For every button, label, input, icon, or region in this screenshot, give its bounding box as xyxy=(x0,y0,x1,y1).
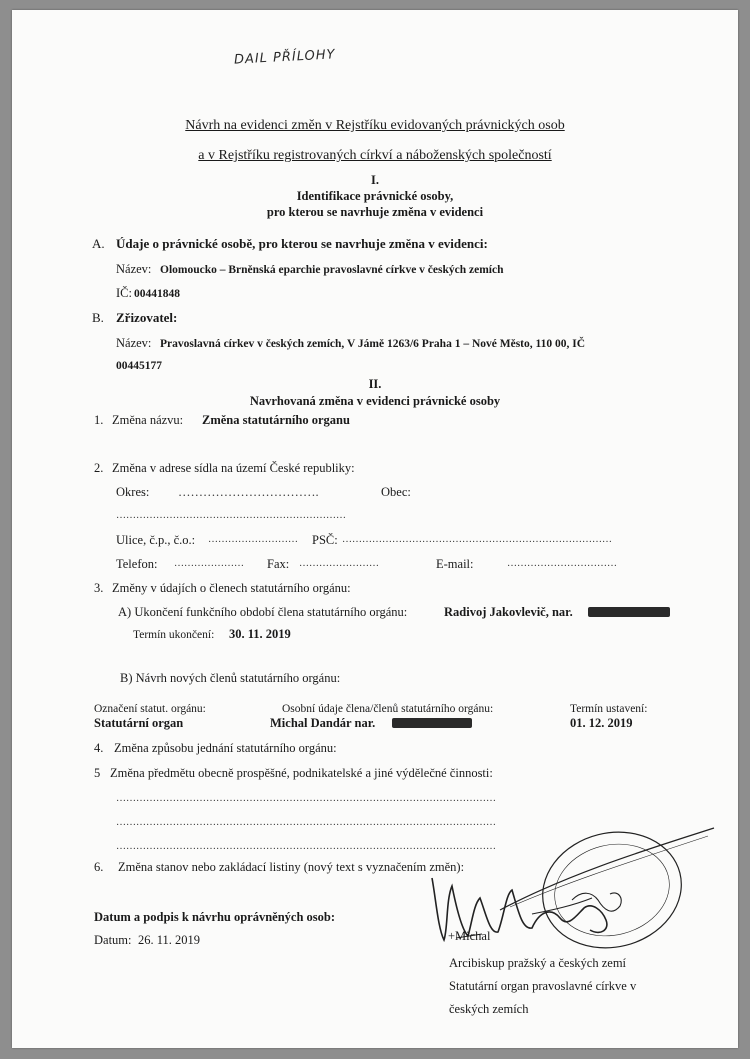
termin-ukonceni-value: 30. 11. 2019 xyxy=(229,627,291,641)
signer-name: +Michal xyxy=(448,929,491,943)
date-label: Datum: xyxy=(94,933,132,947)
signer-line2: Statutární organ pravoslavné církve v xyxy=(449,979,637,993)
item3-label: Změny v údajích o členech statutárního orgánu: xyxy=(112,581,351,595)
telefon-dots: ………………… xyxy=(174,558,244,569)
email-label: E-mail: xyxy=(436,557,474,571)
col3-header: Termín ustavení: xyxy=(570,703,648,715)
partA-name-label: Název: xyxy=(116,262,152,276)
item3-b-label: B) Návrh nových členů statutárního orgánu: xyxy=(120,671,341,685)
item1-value: Změna statutárního organu xyxy=(202,413,350,427)
okres-label: Okres: xyxy=(116,485,150,499)
col1-value: Statutární organ xyxy=(94,716,184,730)
item5-dots-line2: …………………………………………………………………………………………………… xyxy=(116,817,496,828)
item5-dots-line3: …………………………………………………………………………………………………… xyxy=(116,841,496,852)
psc-label: PSČ: xyxy=(312,533,338,547)
section1-number: I. xyxy=(371,173,379,187)
document-title-line1: Návrh na evidenci změn v Rejstříku evidovaných právnických osob xyxy=(185,118,565,133)
partA-ic-value: 00441848 xyxy=(134,288,180,300)
signer-line1: Arcibiskup pražský a českých zemí xyxy=(449,956,627,970)
item4-number: 4. xyxy=(94,741,104,755)
termin-ukonceni-label: Termín ukončení: xyxy=(133,629,215,641)
partA-letter: A. xyxy=(92,236,105,251)
handwritten-note: DAIL PŘÍLOHY xyxy=(233,47,336,68)
section1-heading2: pro kterou se navrhuje změna v evidenci xyxy=(266,205,484,219)
item4-label: Změna způsobu jednání statutárního orgánu: xyxy=(114,741,337,755)
signer-line3: českých zemích xyxy=(449,1002,529,1016)
partA-heading: Údaje o právnické osobě, pro kterou se navrhuje změna v evidenci: xyxy=(116,236,488,251)
item3-a-value: Radivoj Jakovlevič, nar. xyxy=(444,605,573,619)
ulice-label: Ulice, č.p., č.o.: xyxy=(116,533,196,547)
partA-ic-label: IČ: xyxy=(116,286,132,300)
fax-label: Fax: xyxy=(267,557,290,571)
item1-label: Změna názvu: xyxy=(112,413,184,427)
fax-dots: …………………… xyxy=(299,558,379,569)
document-title-line2: a v Rejstříku registrovaných církví a náboženských společností xyxy=(198,148,552,163)
signature-and-stamp xyxy=(12,10,738,1048)
item1-number: 1. xyxy=(94,413,104,427)
date-value: 26. 11. 2019 xyxy=(138,933,201,947)
address-line-dots: …………………………………………………………… xyxy=(116,510,346,521)
col2-value: Michal Dandár nar. xyxy=(270,716,376,730)
partB-ic-value: 00445177 xyxy=(116,360,162,372)
item6-number: 6. xyxy=(94,860,104,874)
partB-heading: Zřizovatel: xyxy=(116,310,178,325)
item6-label: Změna stanov nebo zakládací listiny (nový text s vyznačením změn): xyxy=(118,860,465,874)
item2-number: 2. xyxy=(94,461,104,475)
section1-heading1: Identifikace právnické osoby, xyxy=(296,189,454,203)
section2-number: II. xyxy=(368,377,382,391)
item3-number: 3. xyxy=(94,581,104,595)
col2-header: Osobní údaje člena/členů statutárního orgánu: xyxy=(282,703,494,715)
partB-letter: B. xyxy=(92,310,104,325)
ulice-dots: ……………………… xyxy=(208,534,298,545)
psc-dots: ……………………………………………………………………… xyxy=(342,534,612,545)
item5-dots-line1: …………………………………………………………………………………………………… xyxy=(116,793,496,804)
item2-label: Změna v adrese sídla na území České republiky: xyxy=(112,461,355,475)
col1-header: Označení statut. orgánu: xyxy=(94,703,206,715)
item5-number: 5 xyxy=(94,766,101,780)
partB-name-value: Pravoslavná církev v českých zemích, V Jámě 1263/6 Praha 1 – Nové Město, 110 00, IČ xyxy=(160,338,586,350)
section2-heading: Navrhovaná změna v evidenci právnické osoby xyxy=(249,394,501,408)
item5-label: Změna předmětu obecně prospěšné, podnikatelské a jiné výdělečné činnosti: xyxy=(110,766,493,780)
item3-a-label: A) Ukončení funkčního období člena statutárního orgánu: xyxy=(118,605,408,619)
partA-name-value: Olomoucko – Brněnská eparchie pravoslavné církve v českých zemích xyxy=(160,264,504,276)
document-page xyxy=(12,10,738,1048)
col3-value: 01. 12. 2019 xyxy=(570,716,633,730)
signature-heading: Datum a podpis k návrhu oprávněných osob: xyxy=(94,910,336,924)
telefon-label: Telefon: xyxy=(116,557,158,571)
partB-name-label: Název: xyxy=(116,336,152,350)
email-dots: …………………………… xyxy=(507,558,617,569)
obec-label: Obec: xyxy=(381,485,411,499)
okres-dots: ……………………………. xyxy=(178,485,319,499)
